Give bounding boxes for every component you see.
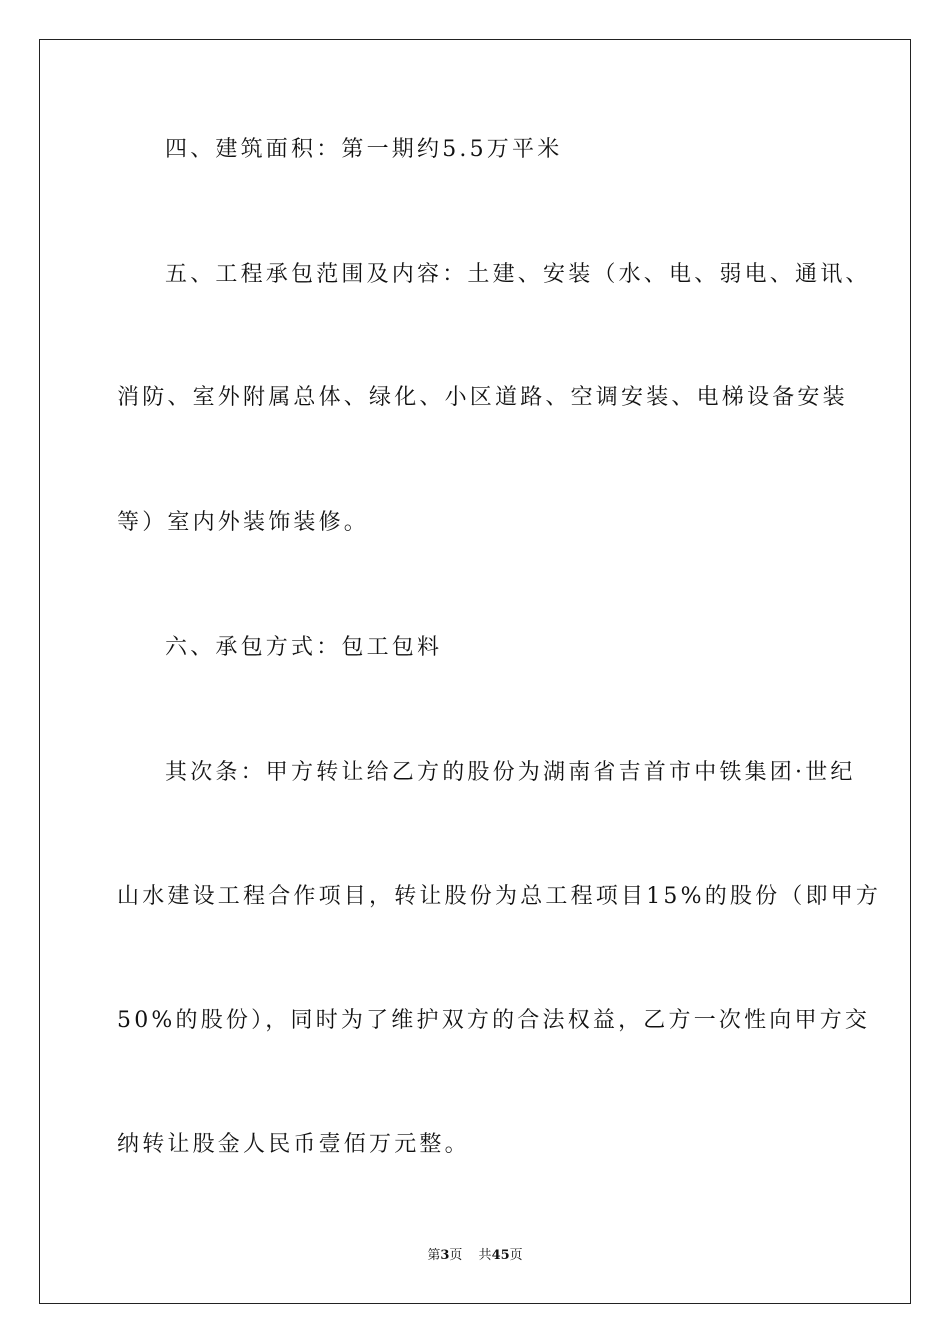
paragraph-contract-method: 六、承包方式：包工包料	[165, 635, 443, 660]
paragraph-article-2-line-4: 纳转让股金人民币壹佰万元整。	[117, 1132, 470, 1157]
page-indicator: 第3页	[427, 1248, 463, 1263]
paragraph-scope-line-3: 等）室内外装饰装修。	[117, 510, 370, 535]
paragraph-article-2-line-3: 50%的股份），同时为了维护双方的合法权益，乙方一次性向甲方交	[117, 1008, 871, 1033]
paragraph-scope-line-1: 五、工程承包范围及内容：土建、安装（水、电、弱电、通讯、	[165, 262, 871, 287]
page-border	[39, 39, 911, 1304]
paragraph-article-2-line-1: 其次条：甲方转让给乙方的股份为湖南省吉首市中铁集团·世纪	[165, 760, 856, 785]
paragraph-scope-line-2: 消防、室外附属总体、绿化、小区道路、空调安装、电梯设备安装	[117, 385, 848, 410]
paragraph-article-2-line-2: 山水建设工程合作项目，转让股份为总工程项目15%的股份（即甲方	[117, 884, 882, 909]
page-footer	[0, 1244, 950, 1263]
total-pages-indicator: 共45页	[478, 1248, 523, 1263]
paragraph-building-area: 四、建筑面积：第一期约5.5万平米	[165, 137, 563, 162]
